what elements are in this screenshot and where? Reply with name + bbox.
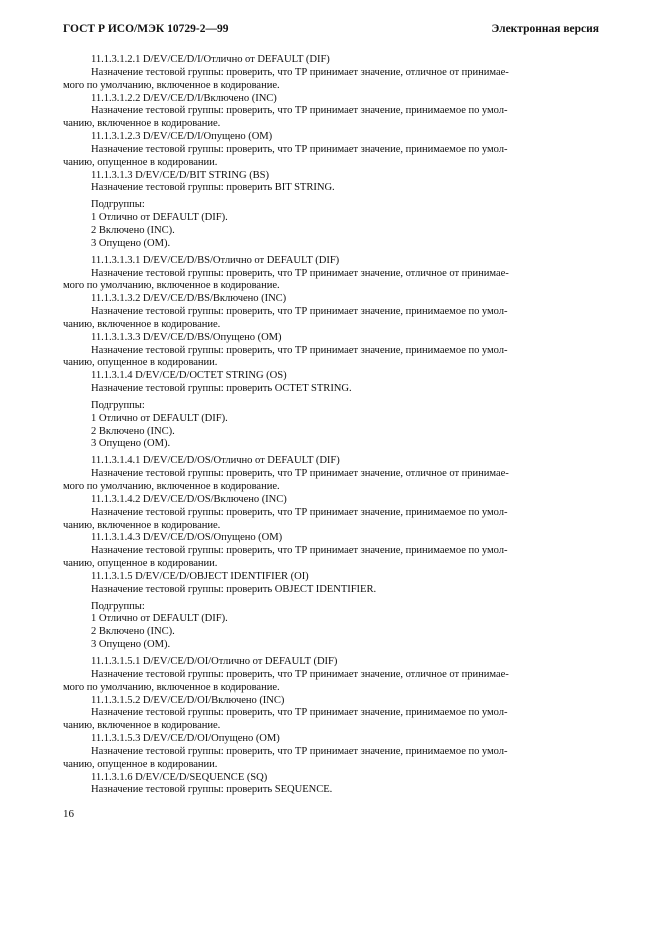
text-line: 11.1.3.1.4.3 D/EV/CE/D/OS/Опущено (OM)	[91, 532, 283, 544]
document-body	[63, 54, 599, 797]
text-line: Назначение тестовой группы: проверить, что ТР принимает значение, принимаемое по умол-	[91, 745, 508, 757]
text-line: 11.1.3.1.3.1 D/EV/CE/D/BS/Отлично от DEFAULT (DIF)	[91, 254, 340, 266]
text-line: Назначение тестовой группы: проверить, что ТР принимает значение, принимаемое по умол-	[91, 506, 508, 518]
text-line: 11.1.3.1.4 D/EV/CE/D/OCTET STRING (OS)	[91, 370, 287, 382]
text-line: Назначение тестовой группы: проверить, что ТР принимает значение, принимаемое по умол-	[91, 344, 508, 356]
text-line: Назначение тестовой группы: проверить SEQUENCE.	[91, 784, 333, 796]
text-line: чанию, включенное в кодирование.	[63, 720, 221, 732]
text-line: 1 Отлично от DEFAULT (DIF).	[91, 412, 228, 424]
text-line: 3 Опущено (OM).	[91, 438, 171, 450]
text-line: мого по умолчанию, включенное в кодирование.	[63, 681, 280, 693]
text-line: 11.1.3.1.5.2 D/EV/CE/D/OI/Включено (INC)	[91, 694, 285, 706]
text-line: Подгруппы:	[91, 399, 145, 411]
text-line: 1 Отлично от DEFAULT (DIF).	[91, 613, 228, 625]
text-line: чанию, опущенное в кодировании.	[63, 558, 218, 570]
text-line: 11.1.3.1.5.3 D/EV/CE/D/OI/Опущено (OM)	[91, 733, 280, 745]
text-line: 11.1.3.1.3.2 D/EV/CE/D/BS/Включено (INC)	[91, 293, 287, 305]
text-line: 11.1.3.1.5 D/EV/CE/D/OBJECT IDENTIFIER (OI)	[91, 570, 309, 582]
text-line: 11.1.3.1.4.1 D/EV/CE/D/OS/Отлично от DEFAULT (DIF)	[91, 455, 340, 467]
text-line: 11.1.3.1.5.1 D/EV/CE/D/OI/Отлично от DEFAULT (DIF)	[91, 655, 338, 667]
text-line: 11.1.3.1.3.3 D/EV/CE/D/BS/Опущено (OM)	[91, 331, 282, 343]
text-line: Назначение тестовой группы: проверить, что ТР принимает значение, принимаемое по умол-	[91, 306, 508, 318]
text-line: мого по умолчанию, включенное в кодирование.	[63, 280, 280, 292]
text-line: 2 Включено (INC).	[91, 626, 175, 638]
text-line: чанию, опущенное в кодировании.	[63, 357, 218, 369]
text-line: мого по умолчанию, включенное в кодирование.	[63, 481, 280, 492]
text-line: 11.1.3.1.3 D/EV/CE/D/BIT STRING (BS)	[91, 169, 270, 181]
text-line: 11.1.3.1.2.2 D/EV/CE/D/I/Включено (INC)	[91, 92, 277, 104]
text-line: 1 Отлично от DEFAULT (DIF).	[91, 212, 228, 224]
text-line: Назначение тестовой группы: проверить, что ТР принимает значение, принимаемое по умол-	[91, 105, 508, 117]
text-line: чанию, опущенное в кодировании.	[63, 758, 218, 770]
text-line: 11.1.3.1.2.1 D/EV/CE/D/I/Отлично от DEFAULT (DIF)	[91, 54, 330, 65]
text-line: 11.1.3.1.2.3 D/EV/CE/D/I/Опущено (OM)	[91, 131, 273, 143]
text-line: чанию, включенное в кодирование.	[63, 318, 221, 330]
text-line: чанию, включенное в кодирование.	[63, 519, 221, 531]
text-line: 11.1.3.1.4.2 D/EV/CE/D/OS/Включено (INC)	[91, 493, 287, 505]
text-line: Назначение тестовой группы: проверить OCTET STRING.	[91, 383, 352, 395]
text-line: Назначение тестовой группы: проверить, что ТР принимает значение, принимаемое по умол-	[91, 707, 508, 719]
text-line: Назначение тестовой группы: проверить, что ТР принимает значение, отличное от принимае-	[91, 267, 509, 279]
text-line: чанию, опущенное в кодировании.	[63, 156, 218, 168]
text-line: Подгруппы:	[91, 600, 145, 612]
standard-designation: ГОСТ Р ИСО/МЭК 10729-2—99	[63, 23, 229, 35]
text-line: Назначение тестовой группы: проверить, что ТР принимает значение, принимаемое по умол-	[91, 143, 508, 155]
text-line: Назначение тестовой группы: проверить, что ТР принимает значение, отличное от принимае-	[91, 668, 509, 680]
page-number: 16	[63, 808, 74, 820]
text-line: Назначение тестовой группы: проверить, что ТР принимает значение, отличное от принимае-	[91, 66, 509, 78]
text-line: 3 Опущено (OM).	[91, 237, 171, 249]
text-line: 2 Включено (INC).	[91, 425, 175, 437]
text-line: 2 Включено (INC).	[91, 224, 175, 236]
text-line: Назначение тестовой группы: проверить OBJECT IDENTIFIER.	[91, 583, 377, 595]
edition-label: Электронная версия	[491, 23, 599, 35]
text-line: мого по умолчанию, включенное в кодирование.	[63, 79, 280, 91]
text-line: чанию, включенное в кодирование.	[63, 118, 221, 130]
text-line: 11.1.3.1.6 D/EV/CE/D/SEQUENCE (SQ)	[91, 771, 268, 783]
text-line: Назначение тестовой группы: проверить, что ТР принимает значение, принимаемое по умол-	[91, 545, 508, 557]
text-line: Подгруппы:	[91, 199, 145, 211]
page-header	[63, 22, 599, 36]
text-line: Назначение тестовой группы: проверить BIT STRING.	[91, 182, 335, 194]
text-line: 3 Опущено (OM).	[91, 639, 171, 651]
text-line: Назначение тестовой группы: проверить, что ТР принимает значение, отличное от принимае-	[91, 468, 509, 480]
